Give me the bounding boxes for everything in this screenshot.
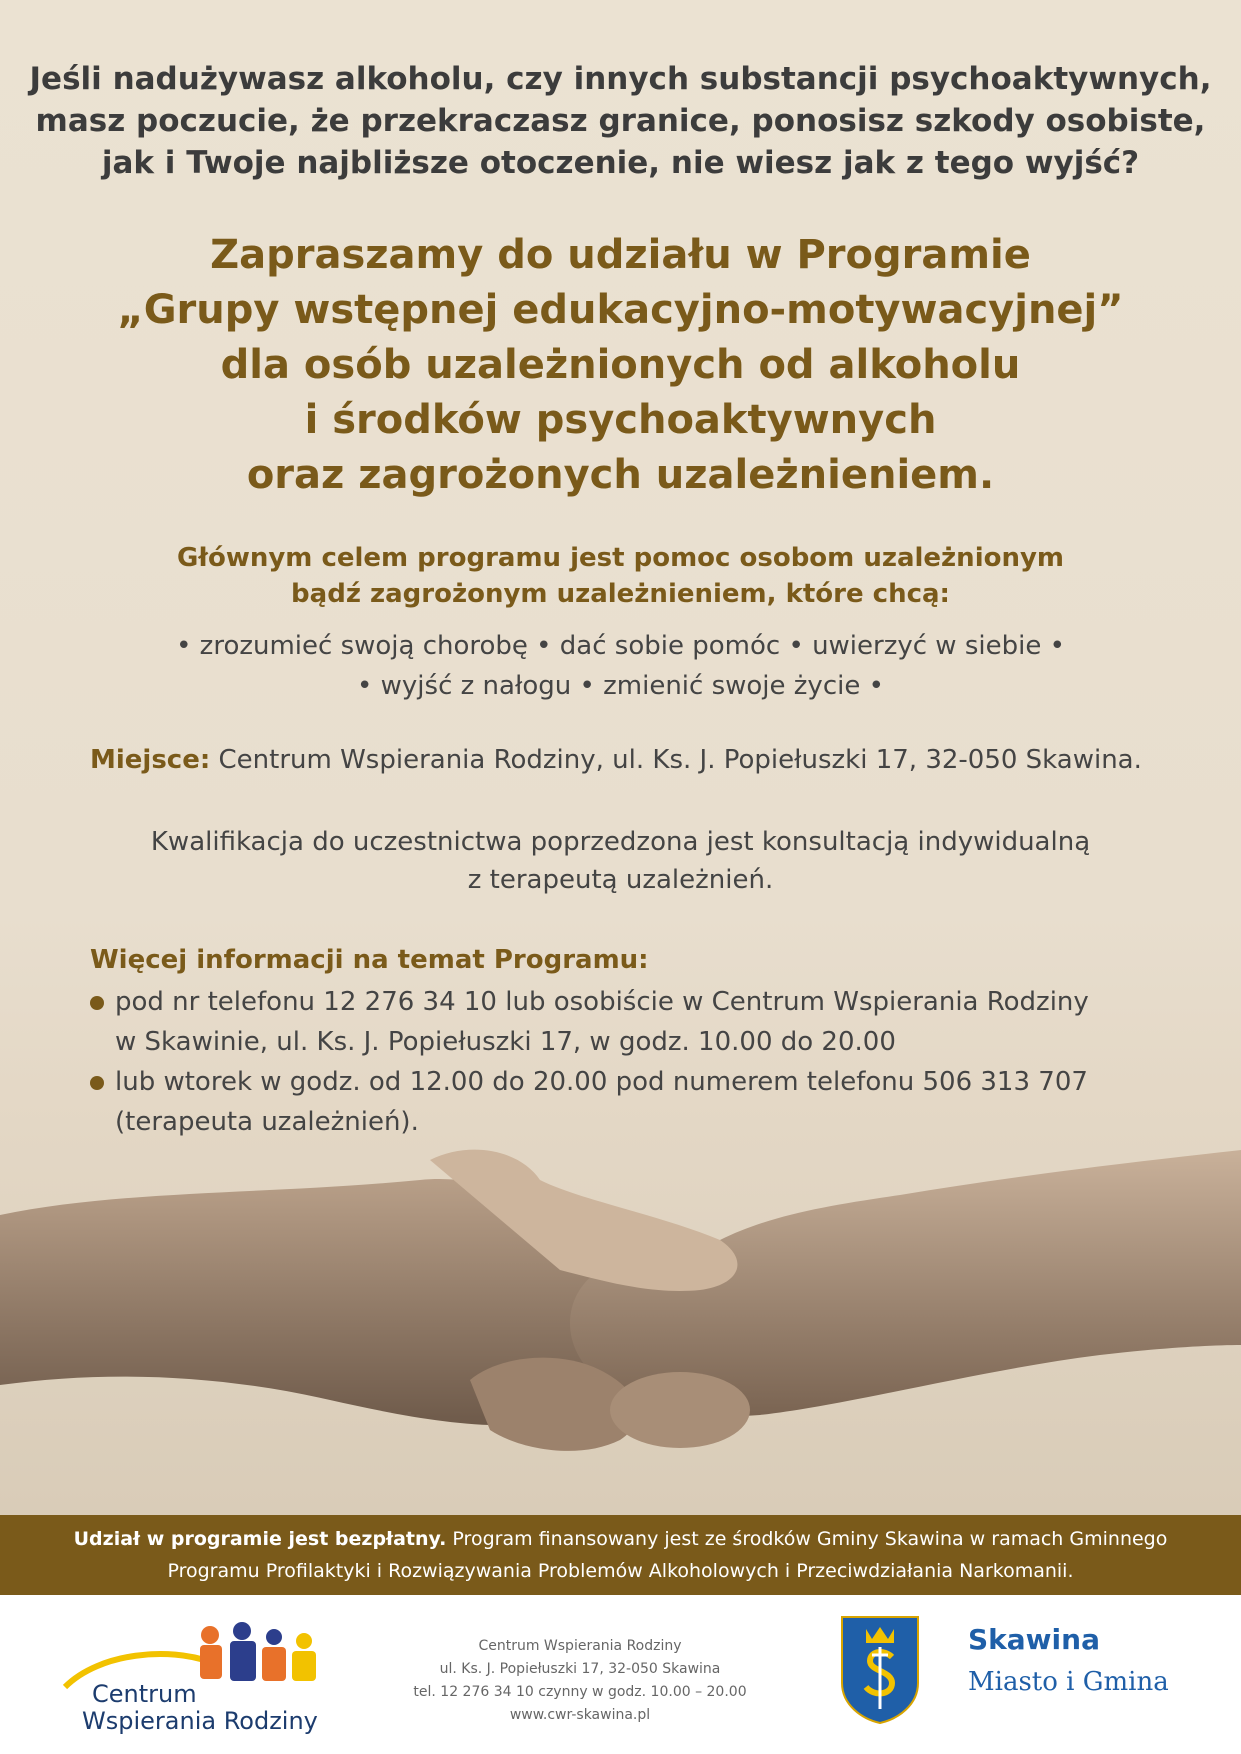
bullet-item: dać sobie pomóc bbox=[559, 631, 781, 661]
skawina-subtitle: Miasto i Gmina bbox=[968, 1667, 1169, 1697]
bullet-item: zmienić swoje życie bbox=[603, 671, 861, 701]
contact-line: Centrum Wspierania Rodziny bbox=[478, 1638, 682, 1654]
more-info-line: pod nr telefonu 12 276 34 10 lub osobiście w Centrum Wspierania Rodziny bbox=[115, 987, 1089, 1017]
place-text: Centrum Wspierania Rodziny, ul. Ks. J. Popiełuszki 17, 32-050 Skawina. bbox=[210, 745, 1142, 775]
intro-line: jak i Twoje najbliższe otoczenie, nie wiesz jak z tego wyjść? bbox=[101, 145, 1140, 181]
program-goal bbox=[0, 540, 1241, 612]
qualification-line: z terapeutą uzależnień. bbox=[467, 865, 774, 895]
bullet-item: zrozumieć swoją chorobę bbox=[199, 631, 528, 661]
contact-line: ul. Ks. J. Popiełuszki 17, 32-050 Skawina bbox=[439, 1661, 721, 1677]
contact-block bbox=[380, 1635, 780, 1727]
footer bbox=[0, 1595, 1241, 1754]
goal-bullets bbox=[0, 626, 1241, 706]
bullet-dot-icon bbox=[90, 996, 104, 1010]
place-info bbox=[90, 745, 1142, 775]
more-info-line: w Skawinie, ul. Ks. J. Popiełuszki 17, w godz. 10.00 do 20.00 bbox=[115, 1027, 896, 1057]
headline-line: „Grupy wstępnej edukacyjno-motywacyjnej” bbox=[117, 287, 1124, 333]
bullets-line-2: • wyjść z nałogu • zmienić swoje życie • bbox=[357, 671, 884, 701]
intro-line: Jeśli nadużywasz alkoholu, czy innych substancji psychoaktywnych, bbox=[29, 61, 1212, 97]
contact-website[interactable]: www.cwr-skawina.pl bbox=[509, 1707, 651, 1723]
more-info-title: Więcej informacji na temat Programu: bbox=[90, 945, 649, 975]
place-label: Miejsce: bbox=[90, 745, 211, 775]
headline-line: oraz zagrożonych uzależnieniem. bbox=[246, 452, 995, 498]
banner-free-note: Udział w programie jest bezpłatny. bbox=[73, 1528, 447, 1550]
bullet-dot-icon bbox=[90, 1076, 104, 1090]
bullets-line-1: • zrozumieć swoją chorobę • dać sobie pomóc • uwierzyć w siebie • bbox=[176, 631, 1065, 661]
contact-line: tel. 12 276 34 10 czynny w godz. 10.00 – 20.00 bbox=[413, 1684, 747, 1700]
banner-text: Program finansowany jest ze środków Gminy Skawina w ramach Gminnego bbox=[446, 1528, 1168, 1550]
cwr-logo-text: Wspierania Rodziny bbox=[82, 1707, 318, 1735]
handshake-illustration bbox=[0, 1120, 1241, 1515]
qualification-line: Kwalifikacja do uczestnictwa poprzedzona jest konsultacją indywidualną bbox=[150, 827, 1091, 857]
more-info-line: (terapeuta uzależnień). bbox=[115, 1107, 419, 1137]
skawina-title: Skawina bbox=[968, 1623, 1100, 1656]
intro-line: masz poczucie, że przekraczasz granice, ponosisz szkody osobiste, bbox=[35, 103, 1206, 139]
goal-line: Głównym celem programu jest pomoc osobom uzależnionym bbox=[176, 543, 1065, 573]
skawina-crest-icon bbox=[838, 1613, 922, 1725]
headline-line: i środków psychoaktywnych bbox=[304, 397, 937, 443]
goal-line: bądź zagrożonym uzależnieniem, które chcą: bbox=[291, 579, 950, 609]
more-info-line: lub wtorek w godz. od 12.00 do 20.00 pod numerem telefonu 506 313 707 bbox=[115, 1067, 1088, 1097]
funding-banner bbox=[0, 1515, 1241, 1595]
bullet-item: wyjść z nałogu bbox=[380, 671, 572, 701]
banner-line-1 bbox=[0, 1523, 1241, 1555]
bullet-item: uwierzyć w siebie bbox=[812, 631, 1042, 661]
more-info-item bbox=[90, 982, 1170, 1062]
headline-line: Zapraszamy do udziału w Programie bbox=[210, 232, 1031, 278]
more-info-list bbox=[90, 982, 1170, 1142]
banner-line-2: Programu Profilaktyki i Rozwiązywania Problemów Alkoholowych i Przeciwdziałania Narkomanii. bbox=[167, 1560, 1074, 1582]
cwr-logo-text: Centrum bbox=[92, 1680, 197, 1708]
program-headline bbox=[0, 228, 1241, 503]
intro-question bbox=[0, 58, 1241, 184]
qualification-note bbox=[0, 823, 1241, 899]
headline-line: dla osób uzależnionych od alkoholu bbox=[220, 342, 1021, 388]
